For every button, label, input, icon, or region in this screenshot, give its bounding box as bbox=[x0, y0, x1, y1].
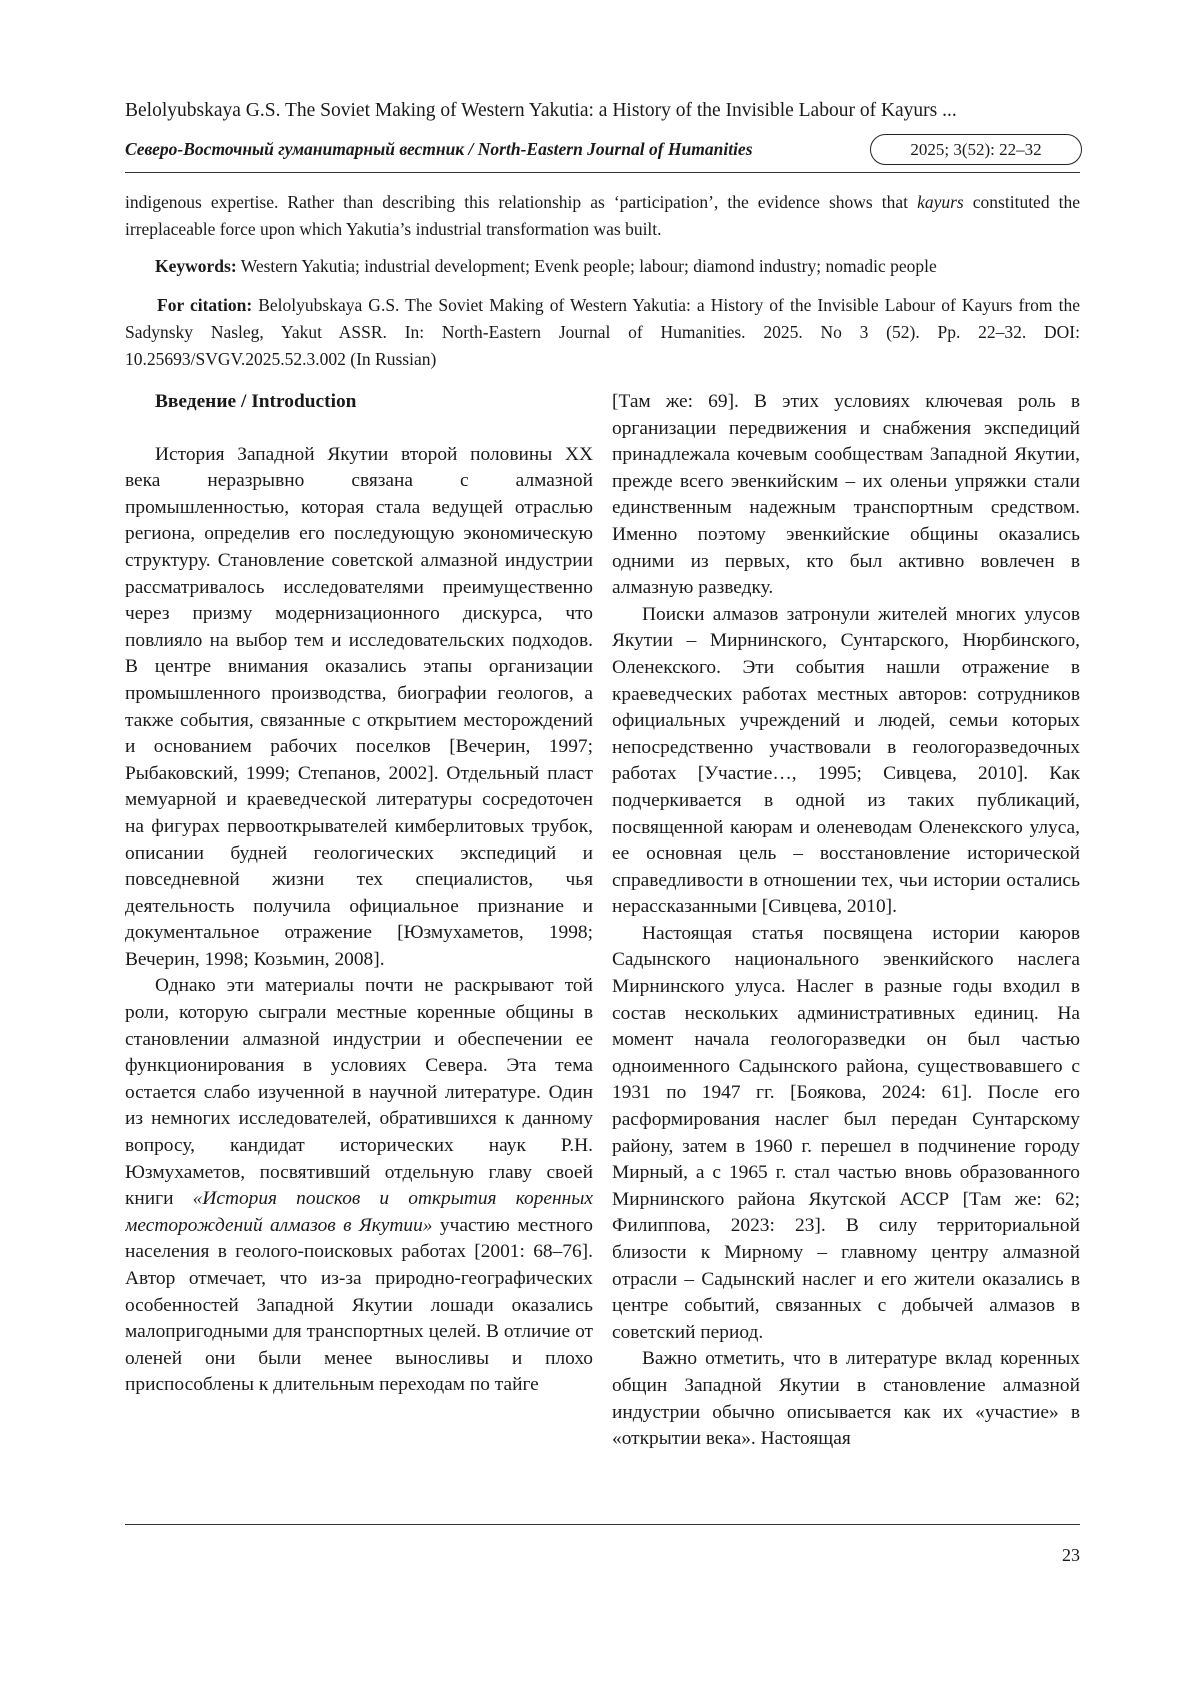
citation-label: For citation: bbox=[157, 295, 253, 315]
keywords-text: Western Yakutia; industrial development; Evenk people; labour; diamond industry; nomadic people bbox=[236, 256, 937, 276]
right-paragraph-3: Настоящая статья посвящена истории каюров Садынского национального эвенкийского наслега Мирнинского улуса. Наслег в разные годы входил в состав нескольких административных единиц. На момент начала геологоразведки он был частью одноименного Садынского района, существовавшего с 1931 по 1947 гг. [Боякова, 2024: 61]. После его расформирования наслег был передан Сунтарскому району, затем в 1960 г. перешел в подчинение городу Мирный, а с 1965 г. стал частью вновь образованного Мирнинского района Якутской АССР [Там же: 62; Филиппова, 2023: 23]. В силу территориальной близости к Мирному – главному центру алмазной отрасли – Садынский наслег и его жители оказались в центре событий, связанных с добычей алмазов в советский период. bbox=[612, 922, 1080, 1343]
left-paragraph-1: История Западной Якутии второй половины XX века неразрывно связана с алмазной промышленностью, которая стала ведущей отраслью региона, определив его последующую экономическую структуру. Становление советской алмазной индустрии рассматривалось исследователями преимущественно через призму модернизационного дискурса, что повлияло на выбор тем и исследовательских подходов. В центре внимания оказались этапы организации промышленного производства, биографии геологов, а также события, связанные с открытием месторождений и основанием рабочих поселков [Вечерин, 1997; Рыбаковский, 1999; Степанов, 2002]. Отдельный пласт мемуарной и краеведческой литературы сосредоточен на фигурах первооткрывателей кимберлитовых трубок, описании будней геологических экспедиций и повседневной жизни тех специалистов, чья деятельность получила официальное признание и документальное отражение [Юзмухаметов, 1998; Вечерин, 1998; Козьмин, 2008]. bbox=[125, 443, 593, 970]
right-paragraph-4: Важно отметить, что в литературе вклад коренных общин Западной Якутии в становление алмазной индустрии обычно описывается как их «участие» в «открытии века». Настоящая bbox=[612, 1348, 1080, 1450]
citation-text: Belolyubskaya G.S. The Soviet Making of Western Yakutia: a History of the Invisible Labour of Kayurs from the Sadynsky Nasleg, Yakut ASSR. In: North-Eastern Journal of Humanities. 2025. No 3 (52). Pp. 22–32. DOI: 10.25693/SVGV.2025.52.3.002 (In Russian) bbox=[125, 295, 1080, 369]
abstract-continuation bbox=[125, 189, 1080, 243]
running-title: Belolyubskaya G.S. The Soviet Making of Western Yakutia: a History of the Invisible Labour of Kayurs ... bbox=[125, 100, 957, 121]
abstract-term: kayurs bbox=[917, 192, 964, 212]
footer-divider bbox=[125, 1524, 1080, 1525]
right-column bbox=[612, 389, 1080, 1514]
journal-title: Северо-Восточный гуманитарный вестник / North-Eastern Journal of Humanities bbox=[125, 139, 753, 159]
left-column bbox=[125, 389, 593, 1514]
page-number: 23 bbox=[1062, 1545, 1080, 1565]
left-paragraph-2 bbox=[125, 973, 593, 1399]
left-paragraph-2-b: участию местного населения в геолого-поисковых работах [2001: 68–76]. Автор отмечает, что из-за природно-географических особенностей Западной Якутии лошади оказались малопригодными для транспортных целей. В отличие от оленей они были менее выносливы и плохо приспособлены к длительным переходам по тайге bbox=[125, 1214, 593, 1396]
section-heading: Введение / Introduction bbox=[155, 391, 357, 412]
abstract-text-a: indigenous expertise. Rather than describing this relationship as ‘participation’, the evidence shows that bbox=[125, 192, 918, 212]
keywords-label: Keywords: bbox=[155, 256, 237, 276]
book-title: «История поисков и открытия коренных месторождений алмазов в Якутии» bbox=[125, 1188, 593, 1236]
issue-badge: 2025; 3(52): 22–32 bbox=[870, 134, 1082, 165]
citation bbox=[125, 292, 1080, 373]
abstract-text-b: constituted the irreplaceable force upon which Yakutia’s industrial transformation was built. bbox=[125, 192, 1080, 239]
header-divider bbox=[125, 172, 1080, 173]
keywords bbox=[155, 253, 1080, 280]
right-paragraph-2: Поиски алмазов затронули жителей многих улусов Якутии – Мирнинского, Сунтарского, Нюрбинского, Оленекского. Эти события нашли отражение в краеведческих работах местных авторов: сотрудников официальных учреждений и людей, семьи которых непосредственно участвовали в геологоразведочных работах [Участие…, 1995; Сивцева, 2010]. Как подчеркивается в одной из таких публикаций, посвященной каюрам и оленеводам Оленекского улуса, ее основная цель – восстановление исторической справедливости в отношении тех, чьи истории остались нерассказанными [Сивцева, 2010]. bbox=[612, 603, 1080, 918]
left-paragraph-2-a: Однако эти материалы почти не раскрывают той роли, которую сыграли местные коренные общины в становлении алмазной индустрии и обеспечении ее функционирования в условиях Севера. Эта тема остается слабо изученной в научной литературе. Один из немногих исследователей, обратившихся к данному вопросу, кандидат исторических наук Р.Н. Юзмухаметов, посвятивший отдельную главу своей книги bbox=[125, 975, 593, 1210]
right-paragraph-1: [Там же: 69]. В этих условиях ключевая роль в организации передвижения и снабжения экспедиций принадлежала кочевым сообществам Западной Якутии, прежде всего эвенкийским – их оленьи упряжки стали единственным надежным транспортным средством. Именно поэтому эвенкийские общины оказались одними из первых, кто был активно вовлечен в алмазную разведку. bbox=[612, 391, 1080, 599]
